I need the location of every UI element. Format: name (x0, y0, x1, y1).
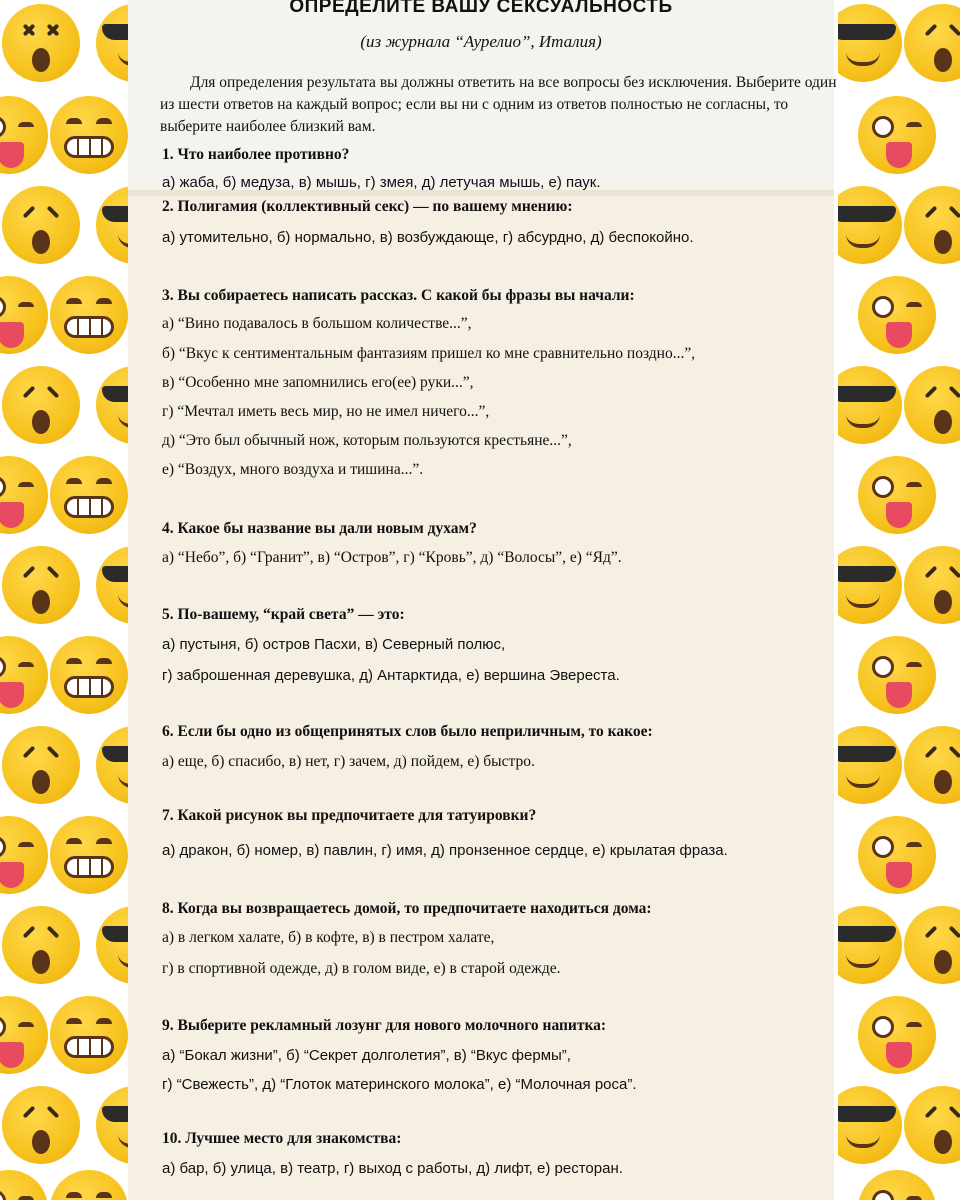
answer-line: е) “Воздух, много воздуха и тишина...”. (162, 461, 424, 478)
dizzy-face-emoji-icon (904, 186, 960, 264)
answer-line: а) “Вино подавалось в большом количестве...”, (162, 315, 472, 332)
grimacing-face-emoji-icon (50, 636, 128, 714)
winking-tongue-emoji-icon (858, 276, 936, 354)
sunglasses-face-emoji-icon (96, 186, 130, 264)
question-7: 7. Какой рисунок вы предпочитаете для татуировки? (162, 807, 537, 824)
answer-line: а) “Небо”, б) “Гранит”, в) “Остров”, г) “Кровь”, д) “Волосы”, е) “Яд”. (162, 549, 622, 566)
question-2: 2. Полигамия (коллективный секс) — по вашему мнению: (162, 198, 573, 215)
answer-line: г) “Мечтал иметь весь мир, но не имел ничего...”, (162, 403, 490, 420)
answer-line: а) “Бокал жизни”, б) “Секрет долголетия”, в) “Вкус фермы”, (162, 1047, 571, 1064)
answer-line: а) утомительно, б) нормально, в) возбуждающе, г) абсурдно, д) беспокойно. (162, 229, 694, 246)
winking-tongue-emoji-icon (858, 96, 936, 174)
winking-tongue-emoji-icon (858, 996, 936, 1074)
question-10: 10. Лучшее место для знакомства: (162, 1130, 402, 1147)
question-6: 6. Если бы одно из общепринятых слов было неприличным, то какое: (162, 723, 653, 740)
dizzy-face-emoji-icon (904, 546, 960, 624)
grimacing-face-emoji-icon (50, 996, 128, 1074)
winking-tongue-emoji-icon (0, 816, 48, 894)
page-subtitle: (из журнала “Аурелио”, Италия) (360, 32, 602, 51)
winking-tongue-emoji-icon (858, 816, 936, 894)
sunglasses-face-emoji-icon (838, 366, 902, 444)
grimacing-face-emoji-icon (50, 96, 128, 174)
emoji-pattern-left (0, 0, 130, 1200)
answer-line: а) в легком халате, б) в кофте, в) в пестром халате, (162, 929, 495, 946)
grimacing-face-emoji-icon (50, 816, 128, 894)
dizzy-face-emoji-icon (2, 186, 80, 264)
sunglasses-face-emoji-icon (96, 4, 130, 82)
answer-line: д) “Это был обычный нож, которым пользуются крестьяне...”, (162, 432, 572, 449)
dizzy-face-emoji-icon (2, 4, 80, 82)
winking-tongue-emoji-icon (0, 1170, 48, 1200)
sunglasses-face-emoji-icon (838, 546, 902, 624)
winking-tongue-emoji-icon (858, 1170, 936, 1200)
question-5: 5. По-вашему, “край света” — это: (162, 606, 405, 623)
sunglasses-face-emoji-icon (838, 4, 902, 82)
question-3: 3. Вы собираетесь написать рассказ. С какой бы фразы вы начали: (162, 287, 635, 304)
sunglasses-face-emoji-icon (96, 906, 130, 984)
dizzy-face-emoji-icon (2, 726, 80, 804)
winking-tongue-emoji-icon (0, 276, 48, 354)
sunglasses-face-emoji-icon (96, 546, 130, 624)
dizzy-face-emoji-icon (904, 366, 960, 444)
answer-line: а) бар, б) улица, в) театр, г) выход с работы, д) лифт, е) ресторан. (162, 1160, 623, 1177)
dizzy-face-emoji-icon (904, 906, 960, 984)
page-title: ОПРЕДЕЛИТЕ ВАШУ СЕКСУАЛЬНОСТЬ (289, 0, 673, 17)
sunglasses-face-emoji-icon (838, 1086, 902, 1164)
answer-line: г) в спортивной одежде, д) в голом виде, е) в старой одежде. (162, 960, 561, 977)
sunglasses-face-emoji-icon (838, 906, 902, 984)
question-9: 9. Выберите рекламный лозунг для нового молочного напитка: (162, 1017, 607, 1034)
intro-paragraph: Для определения результата вы должны ответить на все вопросы без исключения. Выберите один из шести ответов на каждый вопрос; если вы ни с одним из ответов полностью не согласны, то выберите наиболее близкий вам. (160, 74, 837, 135)
winking-tongue-emoji-icon (858, 456, 936, 534)
winking-tongue-emoji-icon (858, 636, 936, 714)
answer-line: а) жаба, б) медуза, в) мышь, г) змея, д) летучая мышь, е) паук. (162, 174, 601, 191)
sunglasses-face-emoji-icon (838, 186, 902, 264)
winking-tongue-emoji-icon (0, 996, 48, 1074)
winking-tongue-emoji-icon (0, 456, 48, 534)
answer-line: б) “Вкус к сентиментальным фантазиям пришел ко мне сравнительно поздно...”, (162, 345, 696, 362)
winking-tongue-emoji-icon (0, 636, 48, 714)
answer-line: а) дракон, б) номер, в) павлин, г) имя, д) пронзенное сердце, е) крылатая фраза. (162, 842, 728, 859)
question-4: 4. Какое бы название вы дали новым духам? (162, 520, 477, 537)
dizzy-face-emoji-icon (2, 366, 80, 444)
dizzy-face-emoji-icon (2, 1086, 80, 1164)
sunglasses-face-emoji-icon (96, 366, 130, 444)
dizzy-face-emoji-icon (904, 726, 960, 804)
answer-line: а) пустыня, б) остров Пасхи, в) Северный полюс, (162, 636, 506, 653)
grimacing-face-emoji-icon (50, 1170, 128, 1200)
sunglasses-face-emoji-icon (96, 1086, 130, 1164)
answer-line: в) “Особенно мне запомнились его(ее) руки...”, (162, 374, 474, 391)
grimacing-face-emoji-icon (50, 456, 128, 534)
dizzy-face-emoji-icon (904, 1086, 960, 1164)
sunglasses-face-emoji-icon (838, 726, 902, 804)
dizzy-face-emoji-icon (2, 546, 80, 624)
question-1: 1. Что наиболее противно? (162, 146, 350, 163)
dizzy-face-emoji-icon (2, 906, 80, 984)
dizzy-face-emoji-icon (904, 4, 960, 82)
answer-line: г) “Свежесть”, д) “Глоток материнского молока”, е) “Молочная роса”. (162, 1076, 637, 1093)
answer-line: г) заброшенная деревушка, д) Антарктида, е) вершина Эвереста. (162, 667, 620, 684)
grimacing-face-emoji-icon (50, 276, 128, 354)
emoji-pattern-right (838, 0, 960, 1200)
winking-tongue-emoji-icon (0, 96, 48, 174)
magazine-page (128, 0, 837, 1200)
sunglasses-face-emoji-icon (96, 726, 130, 804)
question-8: 8. Когда вы возвращаетесь домой, то предпочитаете находиться дома: (162, 900, 652, 917)
answer-line: а) еще, б) спасибо, в) нет, г) зачем, д) пойдем, е) быстро. (162, 753, 535, 770)
